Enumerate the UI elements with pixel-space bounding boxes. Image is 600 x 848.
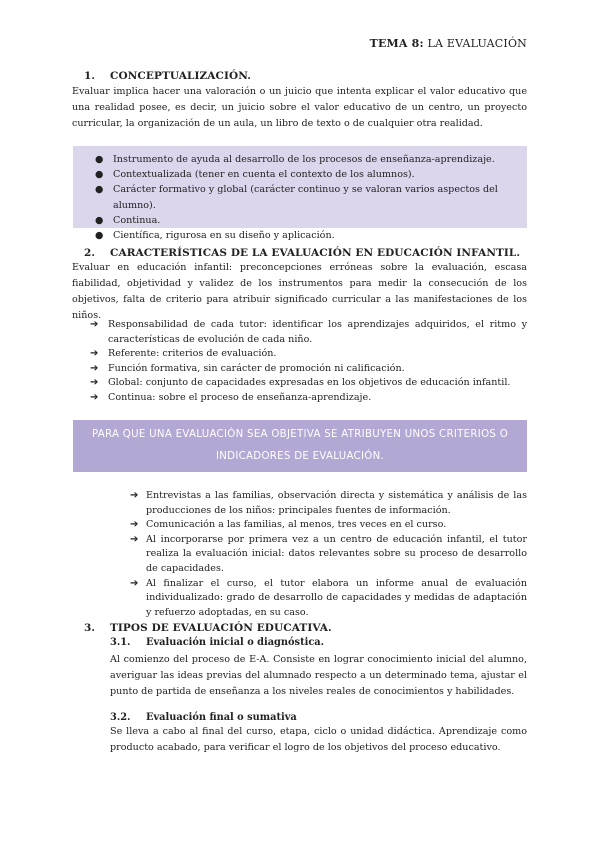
- section-2-title: CARACTERÍSTICAS DE LA EVALUACIÓN EN EDUCACIÓN INFANTIL.: [110, 247, 521, 259]
- section-3-number: 3.: [84, 622, 96, 634]
- arrow-right-icon: ➔: [130, 519, 139, 531]
- arrow-right-icon: ➔: [90, 319, 99, 330]
- subsection-3-1-heading: [110, 637, 324, 648]
- list-item: ➔ Responsabilidad de cada tutor: identificar los aprendizajes adquiridos, el ritmo y características de evolución de cada niño.: [90, 319, 527, 345]
- arrow-right-icon: ➔: [90, 377, 99, 389]
- section-2-paragraph: Evaluar en educación infantil: preconcepciones erróneas sobre la evaluación, escasa fiabilidad, objetividad y validez de los instrumentos para medir la consecución de los objetivos, falta de criterio para atribuir significado curricular a las manifestaciones de los niños.: [72, 262, 527, 321]
- list-item: ➔ Entrevistas a las familias, observación directa y sistemática y análisis de las producciones de los niños: principales fuentes de información.: [130, 490, 527, 516]
- section-2-evaluation-list: [130, 489, 527, 620]
- list-item: ➔ Comunicación a las familias, al menos, tres veces en el curso.: [130, 518, 527, 533]
- section-3-title: TIPOS DE EVALUACIÓN EDUCATIVA.: [110, 622, 332, 634]
- section-1-number: 1.: [84, 70, 96, 82]
- criteria-banner-text: PARA QUE UNA EVALUACIÓN SEA OBJETIVA SE ATRIBUYEN UNOS CRITERIOS O INDICADORES DE EVALUACIÓN.: [91, 429, 509, 462]
- bullet-icon: ●: [95, 154, 104, 165]
- section-1-heading: [84, 70, 251, 82]
- arrow-right-icon: ➔: [130, 577, 139, 589]
- subsection-3-1-number: 3.1.: [110, 637, 131, 648]
- list-item: ➔ Al incorporarse por primera vez a un centro de educación infantil, el tutor realiza la evaluación inicial: datos relevantes sobre su proceso de desarrollo de capacidades.: [130, 533, 527, 574]
- section-3-heading: [84, 622, 332, 634]
- section-1-summary-box: [73, 146, 527, 242]
- section-1-paragraph: Evaluar implica hacer una valoración o un juicio que intenta explicar el valor educativo que una realidad posee, es decir, un juicio sobre el valor educativo de un centro, un proyecto curricular, la organización de un aula, un libro de texto o de cualquier otra realidad.: [72, 86, 527, 129]
- section-1-bullet-list: [73, 152, 527, 243]
- subsection-3-1-paragraph: Al comienzo del proceso de E-A. Consiste en lograr conocimiento inicial del alumno, averiguar las ideas previas del alumnado respecto a un determinado tema, ajustar el punto de partida de enseñanza a los niveles reales de conocimientos y habilidades.: [110, 654, 527, 697]
- subsection-3-2-number: 3.2.: [110, 712, 131, 723]
- arrow-right-icon: ➔: [90, 391, 99, 403]
- list-item: ➔ Al finalizar el curso, el tutor elabora un informe anual de evaluación individualizado: grado de desarrollo de capacidades y medidas de adaptación y refuerzo adoptadas, en su caso.: [130, 577, 527, 618]
- list-item: ➔ Referente: criterios de evaluación.: [90, 347, 527, 362]
- list-item: ● Científica, rigurosa en su diseño y aplicación.: [73, 228, 527, 243]
- subsection-3-2-paragraph: Se lleva a cabo al final del curso, etapa, ciclo o unidad didáctica. Aprendizaje como producto acabado, para verificar el logro de los objetivos del proceso educativo.: [110, 726, 527, 753]
- header-topic-number: TEMA 8:: [369, 37, 424, 50]
- list-item: ➔ Global: conjunto de capacidades expresadas en los objetivos de educación infantil.: [90, 376, 527, 391]
- criteria-banner: [73, 420, 527, 472]
- arrow-right-icon: ➔: [90, 348, 99, 360]
- subsection-3-2-heading: [110, 712, 297, 723]
- arrow-right-icon: ➔: [90, 362, 99, 374]
- arrow-right-icon: ➔: [130, 490, 139, 501]
- bullet-icon: ●: [95, 184, 104, 196]
- subsection-3-1-title: Evaluación inicial o diagnóstica.: [146, 637, 325, 648]
- list-item: ➔ Continua: sobre el proceso de enseñanza-aprendizaje.: [90, 391, 527, 406]
- list-item: ● Continua.: [73, 213, 527, 228]
- section-2-number: 2.: [84, 247, 96, 259]
- header-topic-title: LA EVALUACIÓN: [423, 37, 527, 50]
- bullet-icon: ●: [95, 169, 104, 181]
- list-item: ● Carácter formativo y global (carácter continuo y se valoran varios aspectos del alumno).: [95, 184, 498, 211]
- list-item: ● Contextualizada (tener en cuenta el contexto de los alumnos).: [73, 167, 527, 182]
- bullet-icon: ●: [95, 230, 104, 242]
- list-item: ● Instrumento de ayuda al desarrollo de los procesos de enseñanza-aprendizaje.: [73, 152, 527, 167]
- list-item: ➔ Función formativa, sin carácter de promoción ni calificación.: [90, 362, 527, 377]
- page-header: [370, 37, 527, 50]
- arrow-right-icon: ➔: [130, 533, 139, 545]
- bullet-icon: ●: [95, 214, 104, 226]
- section-2-arrow-list: [90, 318, 527, 406]
- section-1-title: CONCEPTUALIZACIÓN.: [110, 70, 252, 82]
- section-2-heading: [84, 247, 520, 259]
- subsection-3-2-title: Evaluación final o sumativa: [146, 712, 297, 723]
